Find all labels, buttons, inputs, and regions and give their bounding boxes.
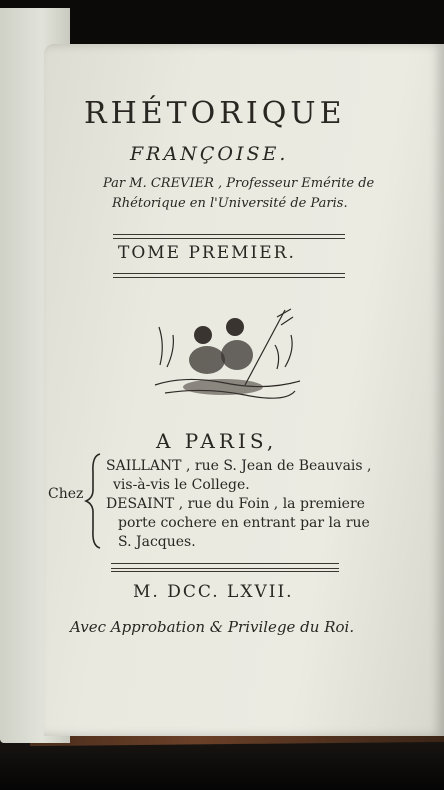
double-rule-thin [111,571,339,574]
ornamental-rule-top [113,234,345,239]
publisher-line-2: vis-à-vis le College. [113,477,250,493]
publisher-line-5: S. Jacques. [118,534,196,550]
publisher-brace [84,452,104,550]
book-subtitle: FRANÇOISE. [130,143,289,165]
book-title: RHÉTORIQUE [84,96,346,131]
cherub-vignette [145,305,310,405]
author-line-1: Par M. CREVIER , Professeur Emérite de [103,176,375,191]
publisher-line-1: SAILLANT , rue S. Jean de Beauvais , [106,458,372,474]
publisher-line-4: porte cochere en entrant par la rue [118,515,370,531]
publisher-line-3: DESAINT , rue du Foin , la premiere [106,496,365,512]
double-rule [111,563,339,569]
royal-privilege: Avec Approbation & Privilege du Roi. [70,618,355,636]
publisher-prefix: Chez [48,486,84,502]
volume-label: TOME PREMIER. [118,243,296,263]
ornamental-rule-bottom [113,273,345,278]
imprint-place: A PARIS, [156,429,278,453]
author-line-2: Rhétorique en l'Université de Paris. [112,196,348,211]
publication-year: M. DCC. LXVII. [133,582,294,602]
